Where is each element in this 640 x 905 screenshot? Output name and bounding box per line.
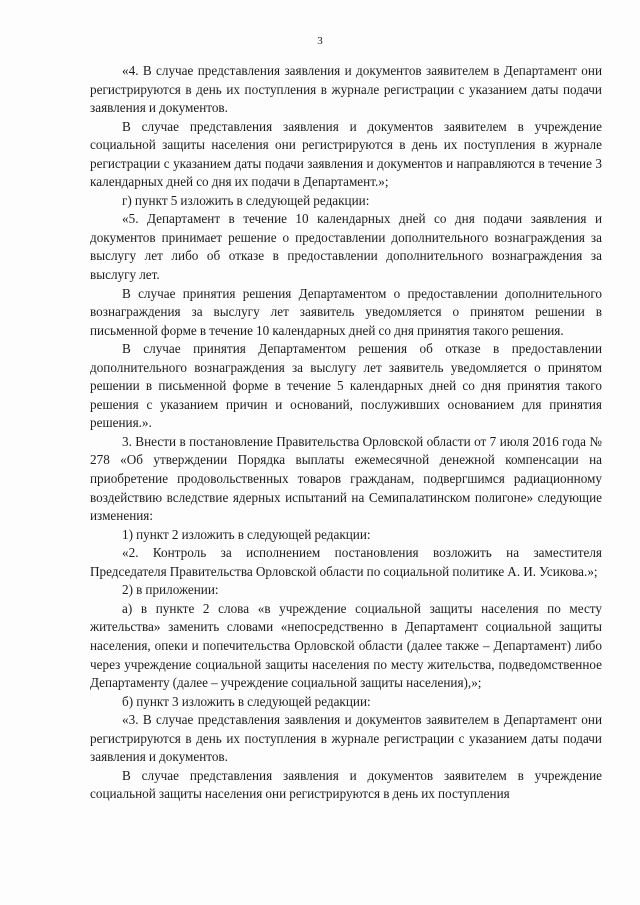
paragraph-subitem-b: б) пункт 3 изложить в следующей редакции: <box>122 693 371 709</box>
paragraph-item-5-refusal: В случае принятия Департаментом решения об отказе в предоставлении дополнительного вознаграждения за выслугу лет заявитель уведомляется о принятом решении в письменной форме в течение 5 календарных дней со дня принятия такого решения с указанием причин и оснований, послуживших основанием для принятия решения.». <box>90 341 602 431</box>
paragraph-section-3: 3. Внести в постановление Правительства Орловской области от 7 июля 2016 года № 278 «Об утверждении Порядка выплаты ежемесячной денежной компенсации на приобретение продовольственных товаров гражданам, подвергшимся радиационному воздействию вследствие ядерных испытаний на Семипалатинском полигоне» следующие изменения: <box>90 433 602 524</box>
paragraph-item-3: «3. В случае представления заявления и документов заявителем в Департамент они регистрируются в день их поступления в журнале регистрации с указанием даты подачи заявления и документов. <box>90 712 602 765</box>
paragraph-subitem-1: 1) пункт 2 изложить в следующей редакции: <box>122 526 371 542</box>
paragraph-item-5-approval: В случае принятия решения Департаментом о предоставлении дополнительного вознаграждения за выслугу лет заявитель уведомляется о принятом решении в письменной форме в течение 10 календарных дней со дня принятия такого решения. <box>90 285 602 338</box>
paragraph-item-4: «4. В случае представления заявления и документов заявителем в Департамент они регистрируются в день их поступления в журнале регистрации с указанием даты подачи заявления и документов. <box>90 63 602 116</box>
paragraph-item-3-continued: В случае представления заявления и документов заявителем в учреждение социальной защиты населения они регистрируются в день их поступления <box>90 767 602 802</box>
paragraph-item-2-control: «2. Контроль за исполнением постановления возложить на заместителя Председателя Правительства Орловской области по социальной политике А. И. Усикова.»; <box>90 545 602 579</box>
paragraph-subitem-2: 2) в приложении: <box>122 582 219 598</box>
document-body <box>90 62 602 804</box>
paragraph-subitem-a: а) в пункте 2 слова «в учреждение социальной защиты населения по месту жительства» заменить словами «непосредственно в Департамент социальной защиты населения, опеки и попечительства Орловской области (далее также – Департамент) либо через учреждение социальной защиты населения по месту жительства, подведомственное Департаменту (далее – учреждение социальной защиты населения),»; <box>90 600 602 691</box>
paragraph-item-4-continued: В случае представления заявления и документов заявителем в учреждение социальной защиты населения они регистрируются в день их поступления в журнале регистрации с указанием даты подачи заявления и документов и направляются в течение 3 календарных дней со дня их подачи в Департамент.»; <box>90 118 602 190</box>
page-number: 3 <box>317 35 323 47</box>
paragraph-subitem-g: г) пункт 5 изложить в следующей редакции: <box>122 192 370 208</box>
paragraph-item-5: «5. Департамент в течение 10 календарных дней со дня подачи заявления и документов принимает решение о предоставлении дополнительного вознаграждения за выслугу лет либо об отказе в предоставлении дополнительного вознаграждения за выслугу лет. <box>90 211 602 283</box>
